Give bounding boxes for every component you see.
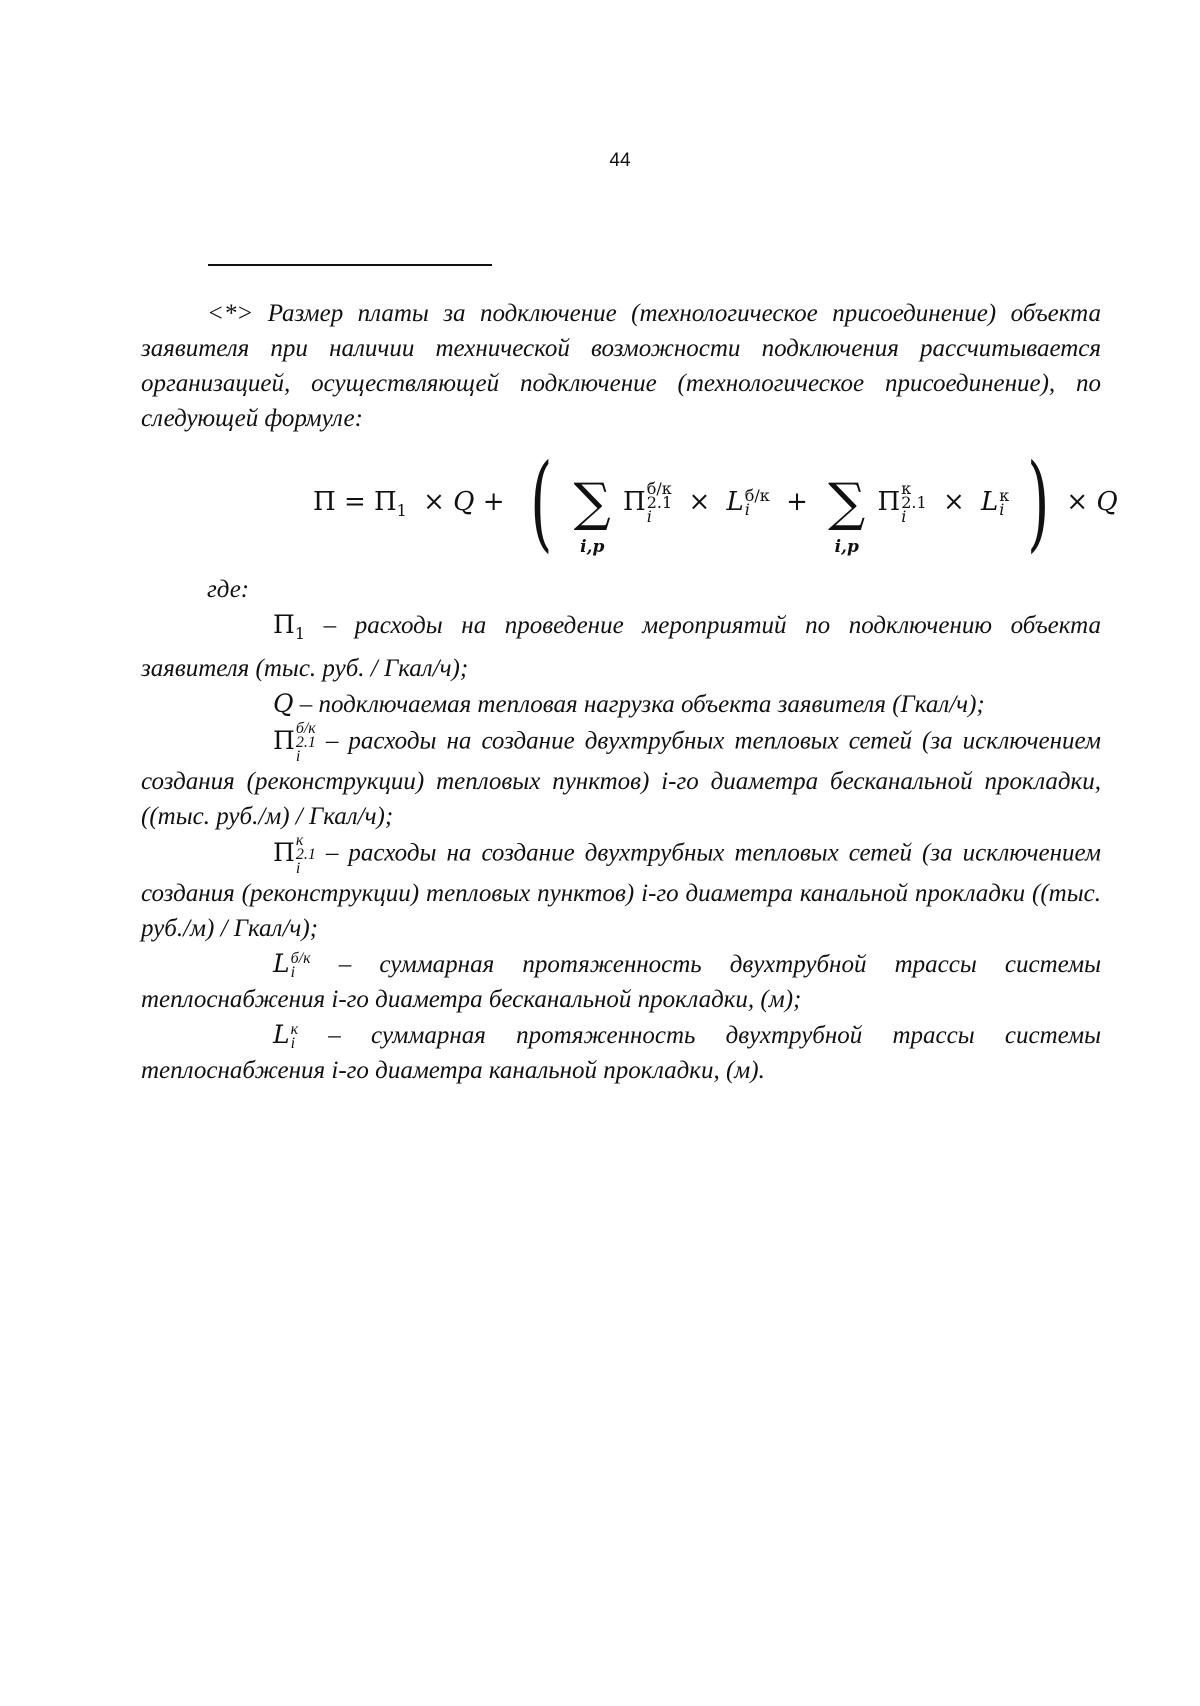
definition-q-text: – подключаемая тепловая нагрузка объекта заявителя (Гкал/ч); — [293, 691, 985, 718]
symbol-l-bk-scripts — [291, 952, 311, 980]
symbol-l-k-scripts — [291, 1023, 298, 1051]
term1-L-scripts — [744, 485, 770, 519]
definition-l-k-text: – суммарная протяженность двухтрубной трассы системы теплоснабжения i-го диаметра канальной прокладки, (м). — [141, 1022, 1101, 1084]
formula-lhs: П = П — [313, 486, 397, 517]
symbol-p21-bk-sub-i: i — [295, 748, 301, 765]
term1-times: × — [688, 486, 711, 517]
symbol-l-bk-sup: б/к — [290, 950, 311, 968]
sum-index-1: i,p — [580, 536, 605, 557]
symbol-p21-k-sub: 2.1 — [295, 846, 316, 863]
definition-p21-bk-text: – расходы на создание двухтрубных тепловых сетей (за исключением создания (реконструкции) тепловых пунктов) i-го диаметра бесканальной прокладки, ((тыс. руб./м) / Гкал/ч); — [141, 727, 1101, 830]
term2-L-scripts — [999, 485, 1010, 519]
term2-base: П — [877, 486, 901, 517]
definition-p1-text: – расходы на проведение мероприятий по подключению объекта заявителя (тыс. руб. / Гкал/ч); — [141, 612, 1101, 682]
definition-l-bk — [141, 946, 1101, 1017]
footnote-body — [141, 296, 1118, 1088]
symbol-q: Q — [273, 689, 294, 718]
term1-L: L — [726, 486, 744, 517]
term2-L: L — [981, 486, 999, 517]
definition-p21-k — [141, 834, 1101, 946]
term1-sub: 2.1 — [646, 492, 673, 512]
term2-times: × — [942, 486, 965, 517]
symbol-p1-sub: 1 — [294, 624, 305, 643]
term1-scripts — [646, 478, 673, 526]
symbol-p21-bk-sub: 2.1 — [295, 734, 316, 751]
symbol-p1-base: П — [273, 610, 295, 639]
term2-sup: к — [901, 478, 912, 498]
term1-L-sub: i — [744, 499, 750, 519]
sum-symbol-2: ∑ — [828, 472, 866, 533]
definition-p21-bk — [141, 722, 1101, 834]
symbol-p21-bk-base: П — [273, 725, 295, 755]
symbol-l-bk-sub: i — [290, 964, 296, 982]
symbol-p21-bk-scripts — [296, 722, 316, 764]
symbol-p21-bk — [207, 723, 295, 758]
where-label: где: — [207, 576, 250, 603]
symbol-l-k-sub: i — [290, 1035, 296, 1053]
definition-p1 — [141, 607, 1101, 686]
formula-paren-close: ) — [1026, 441, 1049, 563]
symbol-p21-k-scripts — [296, 834, 316, 876]
footnote-intro: <*> Размер платы за подключение (технологическое присоединение) объекта заявителя при наличии технической возможности подключения рассчитывается организацией, осуществляющей подключение (технологическое присоединение), по следующей формуле: — [141, 300, 1101, 432]
symbol-p21-k — [207, 835, 295, 870]
formula-paren-open: ( — [529, 441, 553, 563]
term2-sub-i: i — [901, 506, 907, 526]
formula-sum-2 — [828, 472, 866, 557]
symbol-p1 — [207, 607, 305, 651]
symbol-p21-k-base: П — [273, 837, 295, 867]
symbol-p21-bk-sup: б/к — [295, 720, 316, 737]
definition-p21-k-text: – расходы на создание двухтрубных тепловых сетей (за исключением создания (реконструкции) тепловых пунктов) i-го диаметра канальной прокладки ((тыс. руб./м) / Гкал/ч); — [141, 839, 1101, 942]
formula-lhs-sub: 1 — [396, 500, 407, 520]
formula — [141, 441, 1118, 564]
formula-sum-1 — [573, 472, 611, 557]
symbol-l-bk: L — [273, 949, 290, 978]
definition-l-k — [141, 1017, 1101, 1088]
term1-L-sup: б/к — [744, 485, 770, 505]
formula-expression — [313, 441, 1118, 563]
sum-symbol-1: ∑ — [573, 472, 611, 533]
term2-L-sub: i — [999, 499, 1005, 519]
definition-q — [141, 686, 1101, 722]
sum-index-2: i,p — [834, 536, 859, 557]
symbol-l-k: L — [273, 1020, 290, 1049]
term2-scripts — [901, 478, 927, 526]
term2-sub: 2.1 — [901, 492, 927, 512]
formula-times-q: × Q + — [423, 486, 505, 517]
formula-plus: + — [786, 486, 808, 517]
symbol-p21-k-sub-i: i — [295, 860, 301, 877]
symbol-l-k-sup: к — [290, 1021, 299, 1039]
footnote-separator — [208, 264, 492, 266]
formula-tail: × Q — [1066, 486, 1118, 517]
symbol-p21-k-sup: к — [295, 832, 304, 849]
term1-sub-i: i — [646, 506, 652, 526]
term1-sup: б/к — [646, 478, 672, 498]
definition-l-bk-text: – суммарная протяженность двухтрубной трассы системы теплоснабжения i-го диаметра бесканальной прокладки, (м); — [141, 951, 1101, 1013]
term1-base: П — [623, 486, 646, 517]
term2-L-sup: к — [999, 485, 1010, 505]
page-number: 44 — [609, 150, 631, 171]
